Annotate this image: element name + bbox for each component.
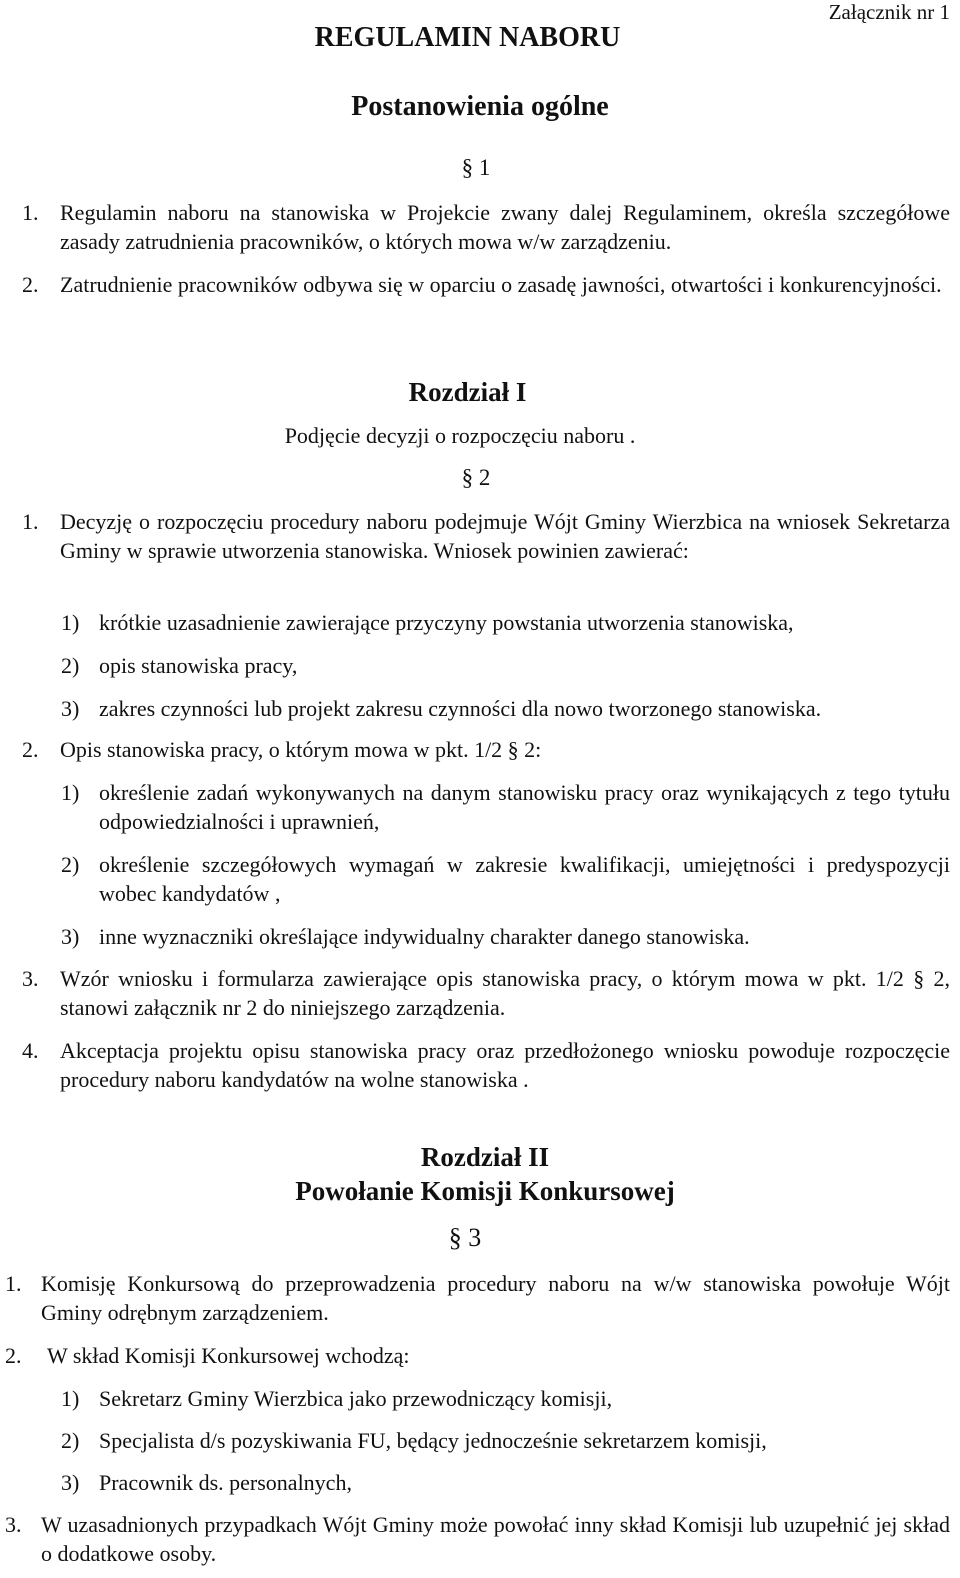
item-number: 1. xyxy=(22,509,39,534)
item-number: 2. xyxy=(22,272,39,297)
paragraph-mark-2: § 2 xyxy=(461,465,491,490)
sub-item-number: 2) xyxy=(61,852,80,877)
item-text: Regulamin naboru na stanowiska w Projekcie zwany dalej Regulaminem, określa szczegółowe zasady zatrudnienia pracowników, o których mowa w/w zarządzeniu. xyxy=(60,200,950,254)
chapter-1-title: Rozdział I xyxy=(408,377,527,407)
attachment-label: Załącznik nr 1 xyxy=(828,0,950,24)
item-text: Komisję Konkursową do przeprowadzenia procedury naboru na w/w stanowiska powołuje Wójt Gminy odrębnym zarządzeniem. xyxy=(41,1271,950,1325)
sub-item-number: 1) xyxy=(61,1386,80,1411)
sub-item-text: określenie zadań wykonywanych na danym stanowisku pracy oraz wynikających z tego tytułu odpowiedzialności i uprawnień, xyxy=(99,780,950,834)
list-item xyxy=(5,1341,950,1370)
document-title: REGULAMIN NABORU xyxy=(314,22,621,53)
item-number: 2. xyxy=(22,737,39,762)
list-item xyxy=(22,735,950,764)
sub-list-item xyxy=(61,694,950,723)
sub-item-text: inne wyznaczniki określające indywidualny charakter danego stanowiska. xyxy=(99,924,750,949)
list-item xyxy=(22,1036,950,1094)
sub-item-text: krótkie uzasadnienie zawierające przyczyny powstania utworzenia stanowiska, xyxy=(99,610,794,635)
item-number: 1. xyxy=(22,200,39,225)
item-text: Akceptacja projektu opisu stanowiska pracy oraz przedłożonego wniosku powoduje rozpoczęcie procedury naboru kandydatów na wolne stanowiska . xyxy=(60,1038,950,1092)
sub-item-text: Sekretarz Gminy Wierzbica jako przewodniczący komisji, xyxy=(99,1386,613,1411)
item-number: 4. xyxy=(22,1038,39,1063)
sub-item-text: określenie szczegółowych wymagań w zakresie kwalifikacji, umiejętności i predyspozycji wobec kandydatów , xyxy=(99,852,950,906)
sub-list-item xyxy=(61,1384,950,1413)
sub-item-number: 2) xyxy=(61,1428,80,1453)
item-number: 1. xyxy=(5,1271,22,1296)
sub-item-number: 2) xyxy=(61,653,80,678)
list-item xyxy=(22,198,950,256)
item-number: 3. xyxy=(22,966,39,991)
list-item xyxy=(22,270,950,299)
item-text: W uzasadnionych przypadkach Wójt Gminy może powołać inny skład Komisji lub uzupełnić jej skład o dodatkowe osoby. xyxy=(41,1512,950,1566)
sub-item-text: opis stanowiska pracy, xyxy=(99,653,298,678)
sub-item-number: 3) xyxy=(61,924,80,949)
sub-list-item xyxy=(61,778,950,836)
sub-list-item xyxy=(61,850,950,908)
sub-item-number: 1) xyxy=(61,780,80,805)
sub-list-item xyxy=(61,608,950,637)
sub-item-text: Pracownik ds. personalnych, xyxy=(99,1470,352,1495)
sub-list-item xyxy=(61,922,950,951)
item-text: Opis stanowiska pracy, o którym mowa w pkt. 1/2 § 2: xyxy=(60,737,542,762)
sub-list-item xyxy=(61,1426,950,1455)
sub-list-item xyxy=(61,1468,950,1497)
list-item xyxy=(22,964,950,1022)
paragraph-mark-3: § 3 xyxy=(448,1223,482,1252)
chapter-2-title: Rozdział II xyxy=(420,1142,550,1172)
sub-list-item xyxy=(61,651,950,680)
list-item xyxy=(5,1510,950,1568)
paragraph-mark-1: § 1 xyxy=(461,155,491,180)
section-title-general: Postanowienia ogólne xyxy=(351,91,609,122)
item-number: 3. xyxy=(5,1512,22,1537)
chapter-1-subtitle: Podjęcie decyzji o rozpoczęciu naboru . xyxy=(284,423,636,448)
sub-item-text: zakres czynności lub projekt zakresu czynności dla nowo tworzonego stanowiska. xyxy=(99,696,822,721)
sub-item-number: 3) xyxy=(61,696,80,721)
sub-item-text: Specjalista d/s pozyskiwania FU, będący jednocześnie sekretarzem komisji, xyxy=(99,1428,767,1453)
item-text: Wzór wniosku i formularza zawierające opis stanowiska pracy, o którym mowa w pkt. 1/2 § 2, stanowi załącznik nr 2 do niniejszego zarządzenia. xyxy=(60,966,950,1020)
item-text: Decyzję o rozpoczęciu procedury naboru podejmuje Wójt Gminy Wierzbica na wniosek Sekretarza Gminy w sprawie utworzenia stanowiska. Wniosek powinien zawierać: xyxy=(60,509,950,563)
chapter-2-subtitle: Powołanie Komisji Konkursowej xyxy=(295,1176,675,1206)
list-item xyxy=(22,507,950,565)
item-text: W skład Komisji Konkursowej wchodzą: xyxy=(47,1343,410,1368)
sub-item-number: 1) xyxy=(61,610,80,635)
item-text: Zatrudnienie pracowników odbywa się w oparciu o zasadę jawności, otwartości i konkurencyjności. xyxy=(60,272,942,297)
item-number: 2. xyxy=(5,1343,22,1368)
sub-item-number: 3) xyxy=(61,1470,80,1495)
list-item xyxy=(5,1269,950,1327)
